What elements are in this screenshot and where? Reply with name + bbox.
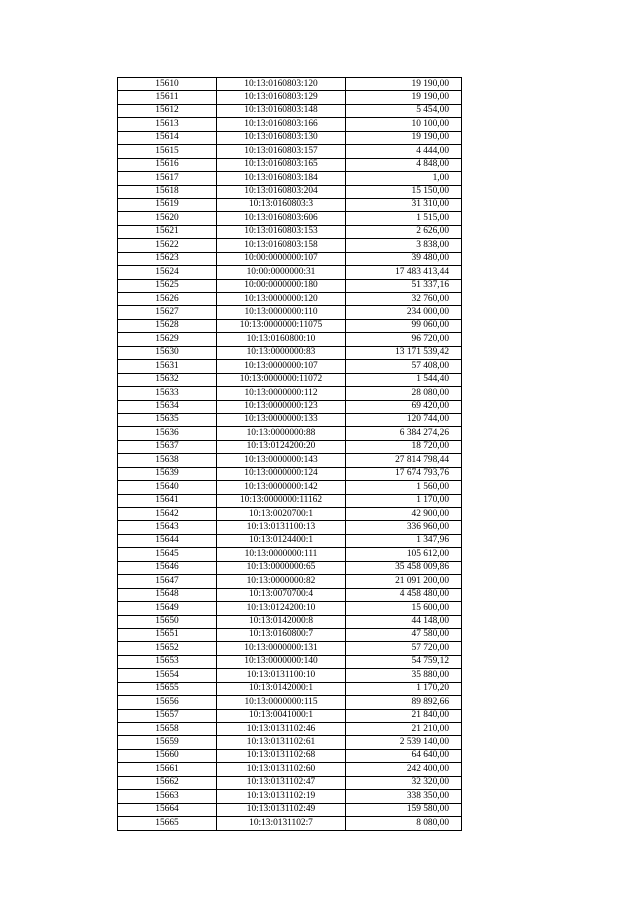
table-row (118, 440, 462, 453)
table-row (118, 736, 462, 749)
row-number-cell: 15649 (118, 602, 217, 615)
row-number-cell: 15637 (118, 440, 217, 453)
table-row (118, 481, 462, 494)
row-number-cell: 15614 (118, 131, 217, 144)
cadastral-number-cell: 10:13:0000000:142 (217, 481, 346, 494)
value-cell: 120 744,00 (346, 413, 462, 426)
row-number-cell: 15657 (118, 709, 217, 722)
table-row (118, 145, 462, 158)
value-cell: 28 080,00 (346, 387, 462, 400)
value-cell: 338 350,00 (346, 790, 462, 803)
value-cell: 35 458 009,86 (346, 561, 462, 574)
cadastral-number-cell: 10:13:0160803:157 (217, 145, 346, 158)
cadastral-number-cell: 10:13:0000000:65 (217, 561, 346, 574)
value-cell: 32 760,00 (346, 293, 462, 306)
table-row (118, 266, 462, 279)
table-row (118, 185, 462, 198)
value-cell: 54 759,12 (346, 655, 462, 668)
table-row (118, 602, 462, 615)
cadastral-number-cell: 10:13:0000000:88 (217, 427, 346, 440)
row-number-cell: 15642 (118, 508, 217, 521)
table-row (118, 279, 462, 292)
value-cell: 13 171 539,42 (346, 346, 462, 359)
table-row (118, 319, 462, 332)
row-number-cell: 15656 (118, 696, 217, 709)
row-number-cell: 15655 (118, 682, 217, 695)
row-number-cell: 15619 (118, 198, 217, 211)
table-row (118, 104, 462, 117)
value-cell: 1 560,00 (346, 481, 462, 494)
cadastral-number-cell: 10:13:0131100:10 (217, 669, 346, 682)
table-row (118, 508, 462, 521)
value-cell: 99 060,00 (346, 319, 462, 332)
value-cell: 1 515,00 (346, 212, 462, 225)
value-cell: 3 838,00 (346, 239, 462, 252)
value-cell: 42 900,00 (346, 508, 462, 521)
table-row (118, 400, 462, 413)
row-number-cell: 15624 (118, 266, 217, 279)
row-number-cell: 15612 (118, 104, 217, 117)
table-row (118, 763, 462, 776)
table-row (118, 212, 462, 225)
table-row (118, 494, 462, 507)
value-cell: 69 420,00 (346, 400, 462, 413)
value-cell: 19 190,00 (346, 78, 462, 91)
cadastral-number-cell: 10:13:0131102:49 (217, 803, 346, 816)
cadastral-number-cell: 10:13:0131102:46 (217, 723, 346, 736)
cadastral-number-cell: 10:13:0131100:13 (217, 521, 346, 534)
row-number-cell: 15646 (118, 561, 217, 574)
row-number-cell: 15652 (118, 642, 217, 655)
table-row (118, 172, 462, 185)
value-cell: 1 347,96 (346, 534, 462, 547)
cadastral-number-cell: 10:13:0131102:47 (217, 776, 346, 789)
cadastral-value-table (117, 77, 462, 831)
cadastral-number-cell: 10:13:0000000:11075 (217, 319, 346, 332)
value-cell: 89 892,66 (346, 696, 462, 709)
value-cell: 6 384 274,26 (346, 427, 462, 440)
cadastral-number-cell: 10:13:0041000:1 (217, 709, 346, 722)
cadastral-number-cell: 10:00:0000000:31 (217, 266, 346, 279)
cadastral-number-cell: 10:13:0160800:7 (217, 628, 346, 641)
cadastral-number-cell: 10:13:0160800:10 (217, 333, 346, 346)
value-cell: 21 091 200,00 (346, 575, 462, 588)
table-row (118, 669, 462, 682)
value-cell: 15 600,00 (346, 602, 462, 615)
cadastral-number-cell: 10:13:0160803:120 (217, 78, 346, 91)
table-row (118, 198, 462, 211)
value-cell: 1 544,40 (346, 373, 462, 386)
row-number-cell: 15622 (118, 239, 217, 252)
row-number-cell: 15618 (118, 185, 217, 198)
cadastral-number-cell: 10:00:0000000:180 (217, 279, 346, 292)
cadastral-number-cell: 10:13:0000000:131 (217, 642, 346, 655)
cadastral-number-cell: 10:13:0000000:133 (217, 413, 346, 426)
table-row (118, 252, 462, 265)
row-number-cell: 15633 (118, 387, 217, 400)
table-row (118, 346, 462, 359)
value-cell: 10 100,00 (346, 118, 462, 131)
cadastral-number-cell: 10:13:0000000:112 (217, 387, 346, 400)
row-number-cell: 15634 (118, 400, 217, 413)
value-cell: 21 210,00 (346, 723, 462, 736)
cadastral-number-cell: 10:13:0000000:143 (217, 454, 346, 467)
value-cell: 27 814 798,44 (346, 454, 462, 467)
cadastral-number-cell: 10:13:0000000:120 (217, 293, 346, 306)
row-number-cell: 15653 (118, 655, 217, 668)
row-number-cell: 15617 (118, 172, 217, 185)
cadastral-number-cell: 10:13:0160803:153 (217, 225, 346, 238)
row-number-cell: 15651 (118, 628, 217, 641)
cadastral-number-cell: 10:13:0070700:4 (217, 588, 346, 601)
value-cell: 31 310,00 (346, 198, 462, 211)
cadastral-number-cell: 10:13:0124400:1 (217, 534, 346, 547)
cadastral-number-cell: 10:13:0131102:60 (217, 763, 346, 776)
cadastral-number-cell: 10:13:0000000:83 (217, 346, 346, 359)
row-number-cell: 15643 (118, 521, 217, 534)
table-row (118, 427, 462, 440)
value-cell: 19 190,00 (346, 91, 462, 104)
table-row (118, 293, 462, 306)
row-number-cell: 15616 (118, 158, 217, 171)
row-number-cell: 15640 (118, 481, 217, 494)
table-row (118, 817, 462, 830)
table-row (118, 333, 462, 346)
value-cell: 2 539 140,00 (346, 736, 462, 749)
row-number-cell: 15659 (118, 736, 217, 749)
value-cell: 5 454,00 (346, 104, 462, 117)
row-number-cell: 15628 (118, 319, 217, 332)
cadastral-number-cell: 10:13:0160803:129 (217, 91, 346, 104)
value-cell: 2 626,00 (346, 225, 462, 238)
cadastral-number-cell: 10:13:0160803:158 (217, 239, 346, 252)
value-cell: 4 444,00 (346, 145, 462, 158)
row-number-cell: 15611 (118, 91, 217, 104)
value-cell: 4 848,00 (346, 158, 462, 171)
value-cell: 15 150,00 (346, 185, 462, 198)
table-row (118, 360, 462, 373)
row-number-cell: 15663 (118, 790, 217, 803)
cadastral-number-cell: 10:13:0131102:61 (217, 736, 346, 749)
value-cell: 21 840,00 (346, 709, 462, 722)
cadastral-number-cell: 10:13:0000000:115 (217, 696, 346, 709)
table-row (118, 239, 462, 252)
row-number-cell: 15625 (118, 279, 217, 292)
row-number-cell: 15639 (118, 467, 217, 480)
value-cell: 32 320,00 (346, 776, 462, 789)
table-row (118, 387, 462, 400)
cadastral-number-cell: 10:13:0142000:8 (217, 615, 346, 628)
value-cell: 64 640,00 (346, 749, 462, 762)
row-number-cell: 15630 (118, 346, 217, 359)
row-number-cell: 15665 (118, 817, 217, 830)
cadastral-number-cell: 10:13:0160803:204 (217, 185, 346, 198)
row-number-cell: 15635 (118, 413, 217, 426)
row-number-cell: 15645 (118, 548, 217, 561)
row-number-cell: 15610 (118, 78, 217, 91)
cadastral-number-cell: 10:13:0000000:11072 (217, 373, 346, 386)
row-number-cell: 15613 (118, 118, 217, 131)
cadastral-number-cell: 10:13:0160803:130 (217, 131, 346, 144)
value-cell: 57 408,00 (346, 360, 462, 373)
cadastral-number-cell: 10:13:0160803:184 (217, 172, 346, 185)
value-cell: 51 337,16 (346, 279, 462, 292)
row-number-cell: 15620 (118, 212, 217, 225)
row-number-cell: 15629 (118, 333, 217, 346)
table-row (118, 696, 462, 709)
row-number-cell: 15648 (118, 588, 217, 601)
table-row (118, 790, 462, 803)
table-row (118, 467, 462, 480)
row-number-cell: 15664 (118, 803, 217, 816)
table-row (118, 118, 462, 131)
cadastral-number-cell: 10:13:0000000:11162 (217, 494, 346, 507)
cadastral-number-cell: 10:13:0000000:110 (217, 306, 346, 319)
table-row (118, 131, 462, 144)
table-row (118, 561, 462, 574)
row-number-cell: 15647 (118, 575, 217, 588)
value-cell: 39 480,00 (346, 252, 462, 265)
value-cell: 44 148,00 (346, 615, 462, 628)
table-row (118, 588, 462, 601)
table-row (118, 548, 462, 561)
cadastral-number-cell: 10:13:0124200:10 (217, 602, 346, 615)
row-number-cell: 15661 (118, 763, 217, 776)
cadastral-number-cell: 10:13:0131102:68 (217, 749, 346, 762)
row-number-cell: 15623 (118, 252, 217, 265)
cadastral-number-cell: 10:13:0000000:140 (217, 655, 346, 668)
table-row (118, 615, 462, 628)
value-cell: 1 170,20 (346, 682, 462, 695)
value-cell: 57 720,00 (346, 642, 462, 655)
table-row (118, 749, 462, 762)
table-row (118, 306, 462, 319)
table-row (118, 454, 462, 467)
row-number-cell: 15632 (118, 373, 217, 386)
table-row (118, 521, 462, 534)
cadastral-number-cell: 10:13:0000000:111 (217, 548, 346, 561)
cadastral-number-cell: 10:00:0000000:107 (217, 252, 346, 265)
value-cell: 234 000,00 (346, 306, 462, 319)
row-number-cell: 15660 (118, 749, 217, 762)
table-row (118, 78, 462, 91)
value-cell: 47 580,00 (346, 628, 462, 641)
cadastral-number-cell: 10:13:0000000:123 (217, 400, 346, 413)
cadastral-number-cell: 10:13:0020700:1 (217, 508, 346, 521)
cadastral-number-cell: 10:13:0160803:3 (217, 198, 346, 211)
cadastral-number-cell: 10:13:0160803:148 (217, 104, 346, 117)
table-row (118, 575, 462, 588)
row-number-cell: 15650 (118, 615, 217, 628)
table-row (118, 91, 462, 104)
row-number-cell: 15658 (118, 723, 217, 736)
row-number-cell: 15621 (118, 225, 217, 238)
table-row (118, 655, 462, 668)
cadastral-number-cell: 10:13:0000000:82 (217, 575, 346, 588)
table-row (118, 534, 462, 547)
row-number-cell: 15636 (118, 427, 217, 440)
cadastral-number-cell: 10:13:0160803:166 (217, 118, 346, 131)
table-row (118, 642, 462, 655)
cadastral-number-cell: 10:13:0131102:7 (217, 817, 346, 830)
value-cell: 242 400,00 (346, 763, 462, 776)
value-cell: 8 080,00 (346, 817, 462, 830)
row-number-cell: 15638 (118, 454, 217, 467)
value-cell: 4 458 480,00 (346, 588, 462, 601)
row-number-cell: 15641 (118, 494, 217, 507)
cadastral-number-cell: 10:13:0160803:606 (217, 212, 346, 225)
value-cell: 35 880,00 (346, 669, 462, 682)
table-row (118, 628, 462, 641)
row-number-cell: 15662 (118, 776, 217, 789)
row-number-cell: 15631 (118, 360, 217, 373)
value-cell: 18 720,00 (346, 440, 462, 453)
value-cell: 159 580,00 (346, 803, 462, 816)
table-row (118, 373, 462, 386)
value-cell: 17 483 413,44 (346, 266, 462, 279)
value-cell: 336 960,00 (346, 521, 462, 534)
table-row (118, 803, 462, 816)
cadastral-number-cell: 10:13:0000000:124 (217, 467, 346, 480)
row-number-cell: 15626 (118, 293, 217, 306)
table-body (118, 78, 462, 831)
cadastral-number-cell: 10:13:0131102:19 (217, 790, 346, 803)
value-cell: 19 190,00 (346, 131, 462, 144)
table-row (118, 776, 462, 789)
table-row (118, 413, 462, 426)
table-row (118, 723, 462, 736)
table-row (118, 682, 462, 695)
value-cell: 1,00 (346, 172, 462, 185)
row-number-cell: 15627 (118, 306, 217, 319)
cadastral-number-cell: 10:13:0160803:165 (217, 158, 346, 171)
value-cell: 17 674 793,76 (346, 467, 462, 480)
cadastral-number-cell: 10:13:0124200:20 (217, 440, 346, 453)
cadastral-number-cell: 10:13:0142000:1 (217, 682, 346, 695)
value-cell: 96 720,00 (346, 333, 462, 346)
value-cell: 1 170,00 (346, 494, 462, 507)
cadastral-number-cell: 10:13:0000000:107 (217, 360, 346, 373)
table-row (118, 709, 462, 722)
table-row (118, 225, 462, 238)
row-number-cell: 15654 (118, 669, 217, 682)
row-number-cell: 15615 (118, 145, 217, 158)
table-row (118, 158, 462, 171)
row-number-cell: 15644 (118, 534, 217, 547)
value-cell: 105 612,00 (346, 548, 462, 561)
